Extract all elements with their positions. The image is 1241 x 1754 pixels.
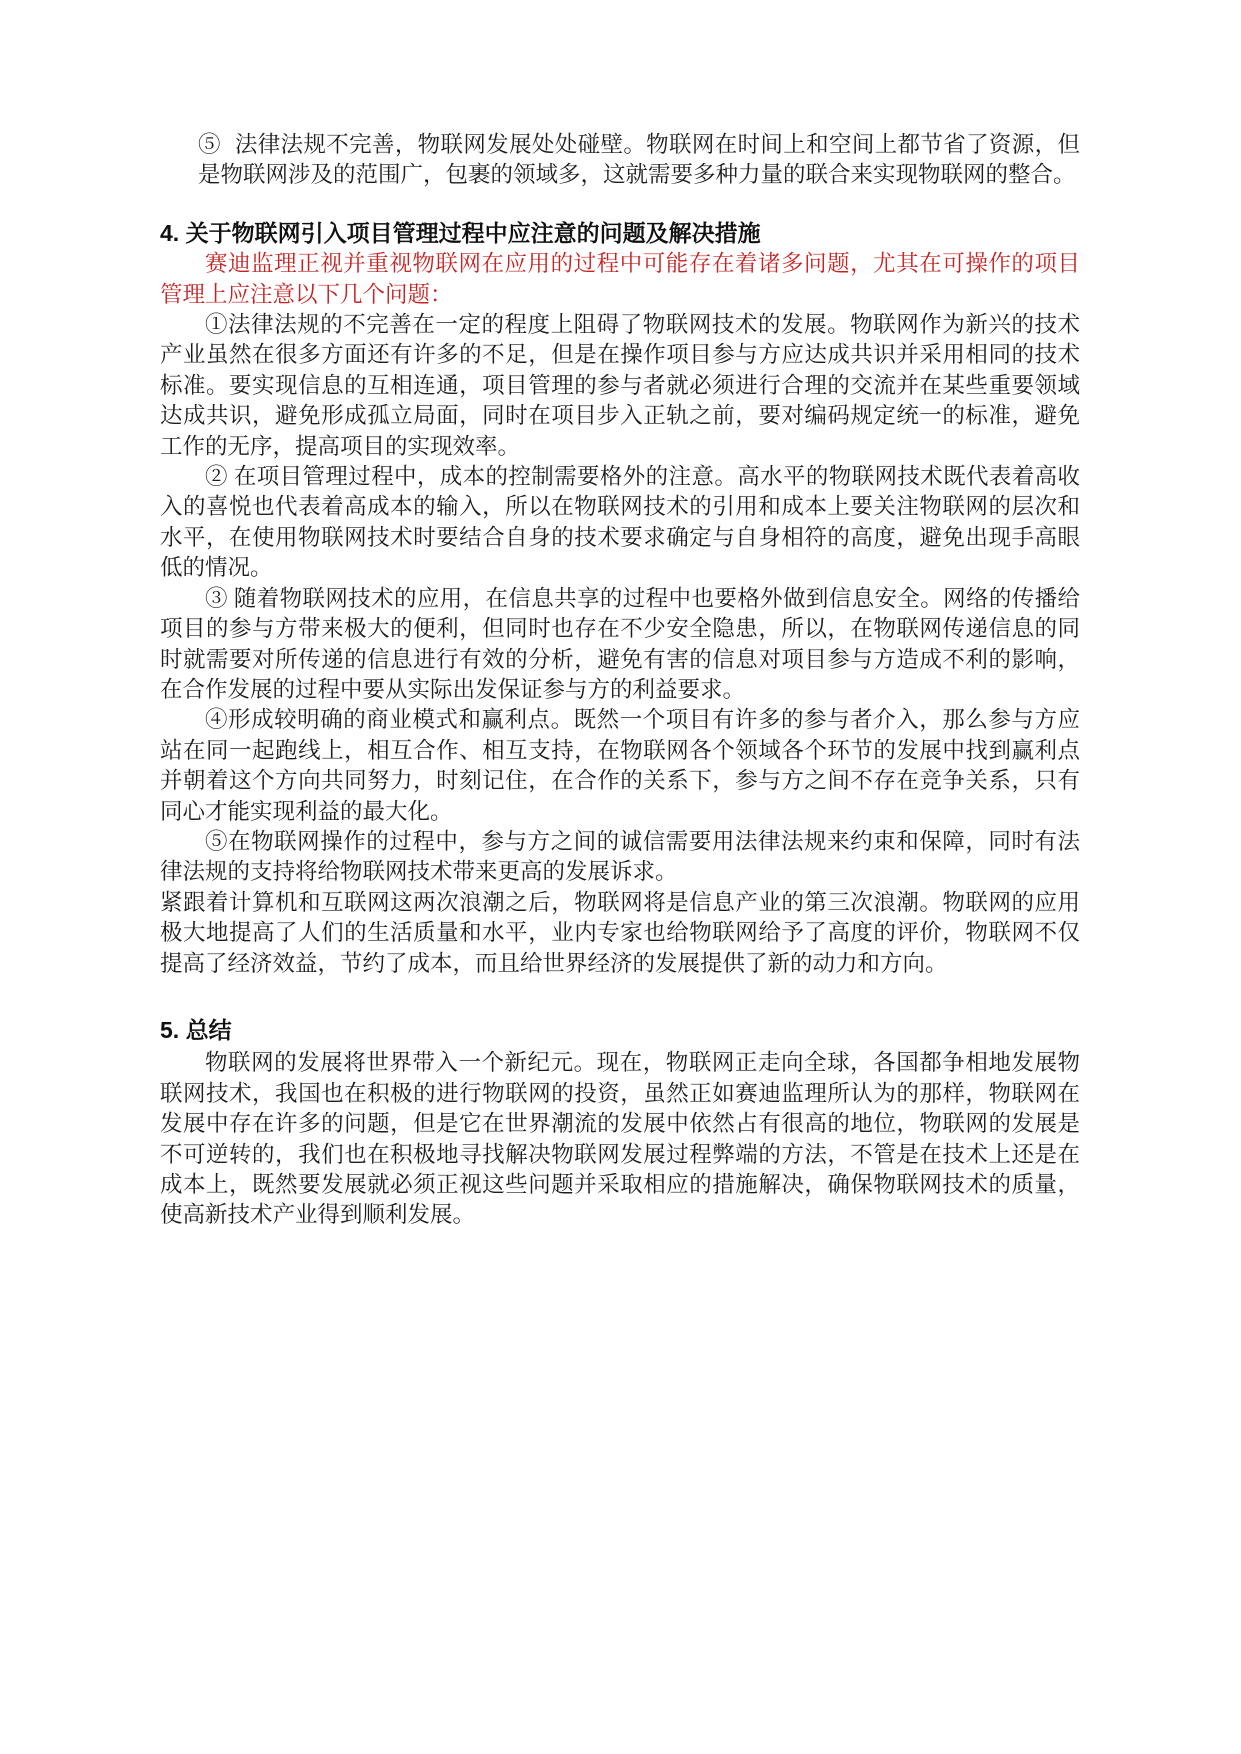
section-4-point-2: ② 在项目管理过程中，成本的控制需要格外的注意。高水平的物联网技术既代表着高收入的喜悦也代表着高成本的输入，所以在物联网技术的引用和成本上要关注物联网的层次和水平，在使用物联网技术时要结合自身的技术要求确定与自身相符的高度，避免出现手高眼低的情况。	[160, 464, 1080, 581]
section-4-heading: 4. 关于物联网引入项目管理过程中应注意的问题及解决措施	[160, 219, 761, 246]
section-5-heading: 5. 总结	[160, 1016, 232, 1043]
section-4-closing-paragraph: 紧跟着计算机和互联网这两次浪潮之后，物联网将是信息产业的第三次浪潮。物联网的应用极大地提高了人们的生活质量和水平，业内专家也给物联网给予了高度的评价，物联网不仅提高了经济效益，节约了成本，而且给世界经济的发展提供了新的动力和方向。	[160, 889, 1080, 976]
section-4-point-4: ④形成较明确的商业模式和赢利点。既然一个项目有许多的参与者介入，那么参与方应站在同一起跑线上，相互合作、相互支持，在物联网各个领域各个环节的发展中找到赢利点并朝着这个方向共同努力，时刻记住，在合作的关系下，参与方之间不存在竞争关系，只有同心才能实现利益的最大化。	[160, 707, 1080, 824]
section-4-point-5: ⑤在物联网操作的过程中，参与方之间的诚信需要用法律法规来约束和保障，同时有法律法规的支持将给物联网技术带来更高的发展诉求。	[160, 828, 1080, 885]
section-4-point-1: ①法律法规的不完善在一定的程度上阻碍了物联网技术的发展。物联网作为新兴的技术产业虽然在很多方面还有许多的不足，但是在操作项目参与方应达成共识并采用相同的技术标准。要实现信息的互相连通，项目管理的参与者就必须进行合理的交流并在某些重要领域达成共识，避免形成孤立局面，同时在项目步入正轨之前，要对编码规定统一的标准，避免工作的无序，提高项目的实现效率。	[160, 312, 1080, 459]
section-5-body: 物联网的发展将世界带入一个新纪元。现在，物联网正走向全球，各国都争相地发展物联网技术，我国也在积极的进行物联网的投资，虽然正如赛迪监理所认为的那样，物联网在发展中存在许多的问题，但是它在世界潮流的发展中依然占有很高的地位，物联网的发展是不可逆转的，我们也在积极地寻找解决物联网发展过程弊端的方法，不管是在技术上还是在成本上，既然要发展就必须正视这些问题并采取相应的措施解决，确保物联网技术的质量，使高新技术产业得到顺利发展。	[160, 1050, 1080, 1228]
section-4-point-3: ③ 随着物联网技术的应用，在信息共享的过程中也要格外做到信息安全。网络的传播给项目的参与方带来极大的便利，但同时也存在不少安全隐患，所以，在物联网传递信息的同时就需要对所传递的信息进行有效的分析，避免有害的信息对项目参与方造成不利的影响，在合作发展的过程中要从实际出发保证参与方的利益要求。	[160, 585, 1080, 702]
numbered-list-item-5	[198, 130, 1080, 191]
section-4-intro-red: 赛迪监理正视并重视物联网在应用的过程中可能存在着诸多问题，尤其在可操作的项目管理上应注意以下几个问题：	[160, 251, 1080, 307]
list-item-text: 法律法规不完善，物联网发展处处碰壁。物联网在时间上和空间上都节省了资源，但是物联网涉及的范围广，包裹的领域多，这就需要多种力量的联合来实现物联网的整合。	[198, 132, 1080, 188]
list-item-marker: ⑤	[198, 132, 221, 157]
